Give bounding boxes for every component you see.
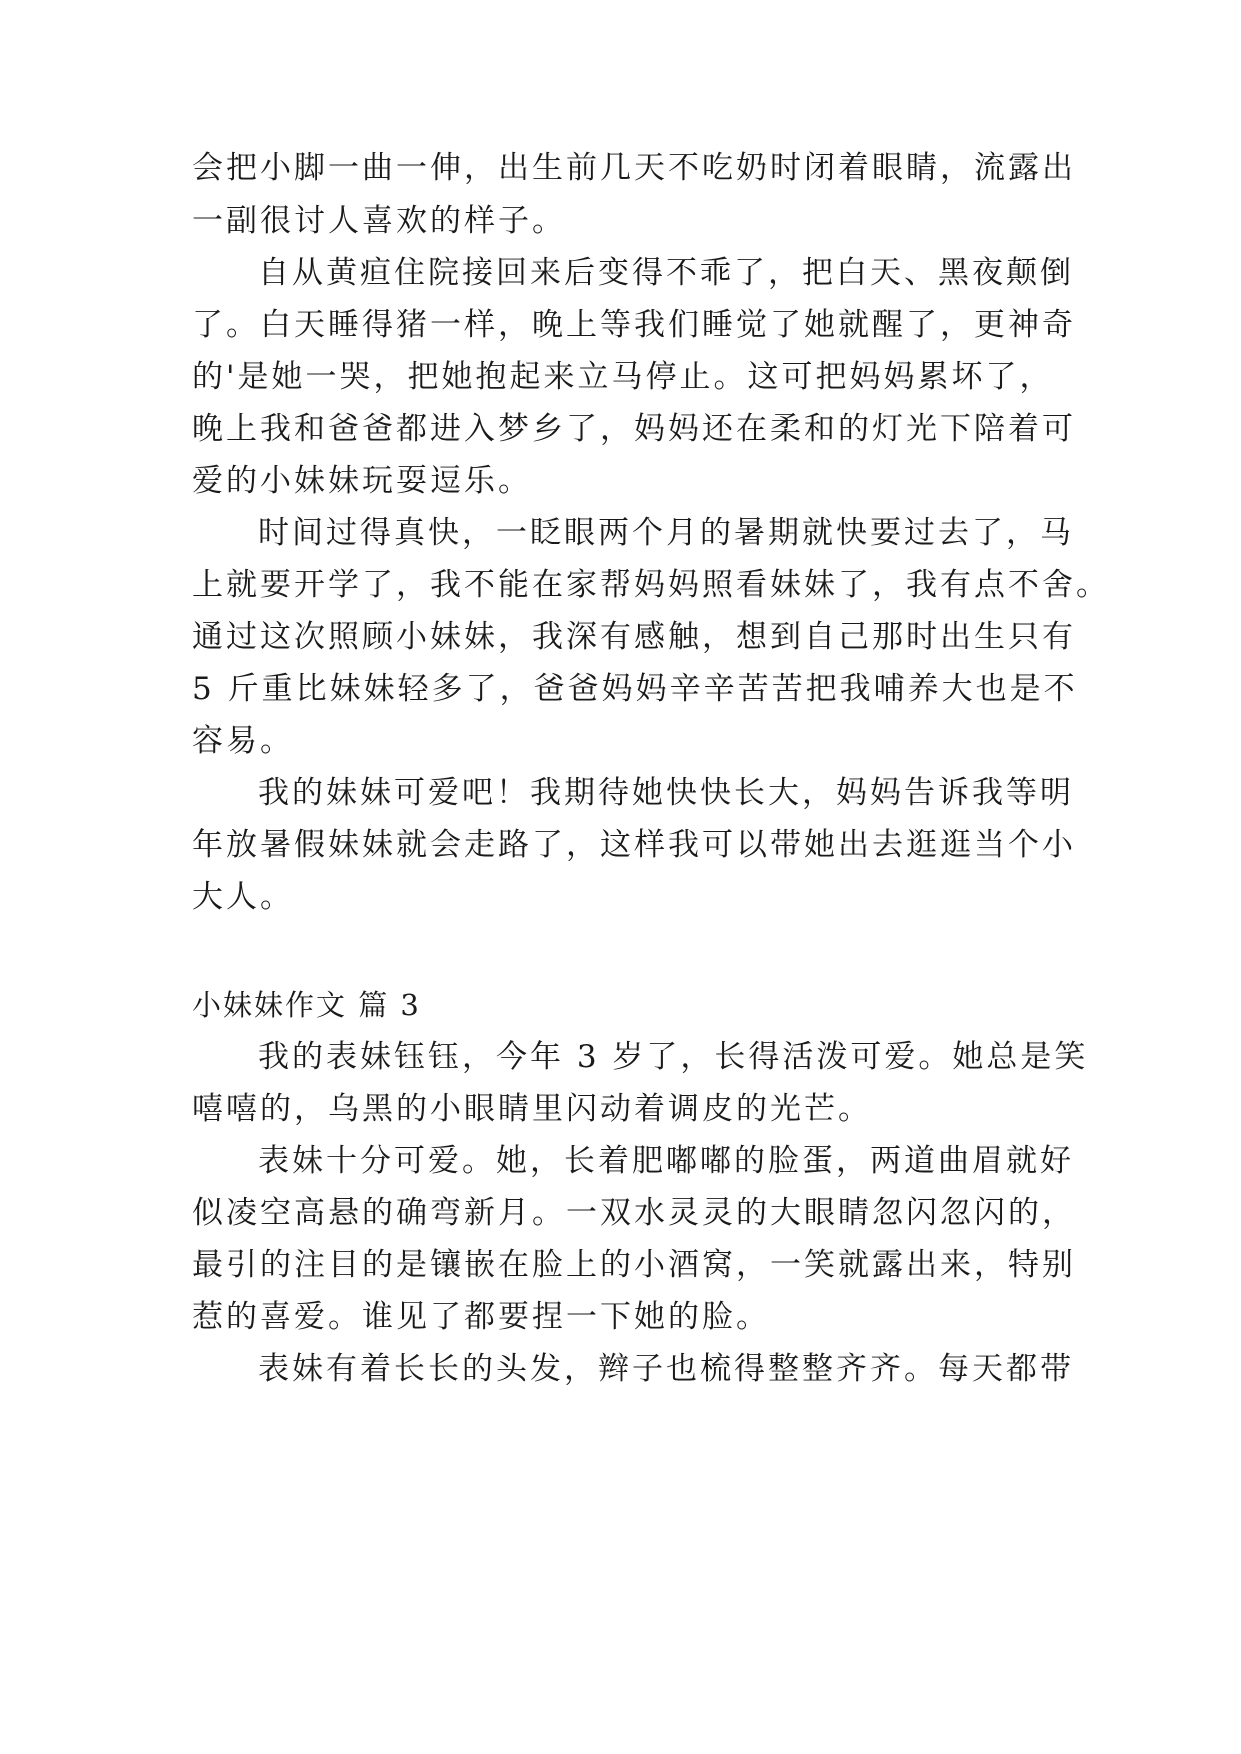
body-text-line: 最引的注目的是镶嵌在脸上的小酒窝，一笑就露出来，特别 <box>192 1247 1076 1283</box>
section-heading: 小妹妹作文 篇 3 <box>192 988 421 1022</box>
body-text-line: 的'是她一哭，把她抱起来立马停止。这可把妈妈累坏了， <box>192 359 1054 395</box>
body-text-line: 我的表妹钰钰，今年 3 岁了，长得活泼可爱。她总是笑 <box>258 1039 1089 1075</box>
body-text-line: 5 斤重比妹妹轻多了，爸爸妈妈辛辛苦苦把我哺养大也是不 <box>192 671 1078 707</box>
body-text-line: 年放暑假妹妹就会走路了，这样我可以带她出去逛逛当个小 <box>192 827 1076 863</box>
body-text-line: 我的妹妹可爱吧！我期待她快快长大，妈妈告诉我等明 <box>258 775 1074 811</box>
body-text-line: 表妹十分可爱。她，长着肥嘟嘟的脸蛋，两道曲眉就好 <box>258 1143 1074 1179</box>
body-text-line: 惹的喜爱。谁见了都要捏一下她的脸。 <box>192 1299 770 1335</box>
body-text-line: 了。白天睡得猪一样，晚上等我们睡觉了她就醒了，更神奇 <box>192 307 1076 343</box>
body-text-line: 嘻嘻的，乌黑的小眼睛里闪动着调皮的光芒。 <box>192 1091 872 1127</box>
body-text-line: 晚上我和爸爸都进入梦乡了，妈妈还在柔和的灯光下陪着可 <box>192 411 1076 447</box>
body-text-line: 自从黄疸住院接回来后变得不乖了，把白天、黑夜颠倒 <box>258 255 1074 291</box>
body-text-line: 似凌空高悬的确弯新月。一双水灵灵的大眼睛忽闪忽闪的， <box>192 1195 1076 1231</box>
body-text-line: 上就要开学了，我不能在家帮妈妈照看妹妹了，我有点不舍。 <box>192 567 1110 603</box>
body-text-line: 时间过得真快，一眨眼两个月的暑期就快要过去了，马 <box>258 515 1074 551</box>
body-text-line: 会把小脚一曲一伸，出生前几天不吃奶时闭着眼睛，流露出 <box>192 150 1076 186</box>
body-text-line: 爱的小妹妹玩耍逗乐。 <box>192 463 532 499</box>
body-text-line: 通过这次照顾小妹妹，我深有感触，想到自己那时出生只有 <box>192 619 1076 655</box>
body-text-line: 容易。 <box>192 723 294 759</box>
body-text-line: 大人。 <box>192 879 294 915</box>
body-text-line: 表妹有着长长的头发，辫子也梳得整整齐齐。每天都带 <box>258 1351 1074 1387</box>
body-text-line: 一副很讨人喜欢的样子。 <box>192 203 566 239</box>
